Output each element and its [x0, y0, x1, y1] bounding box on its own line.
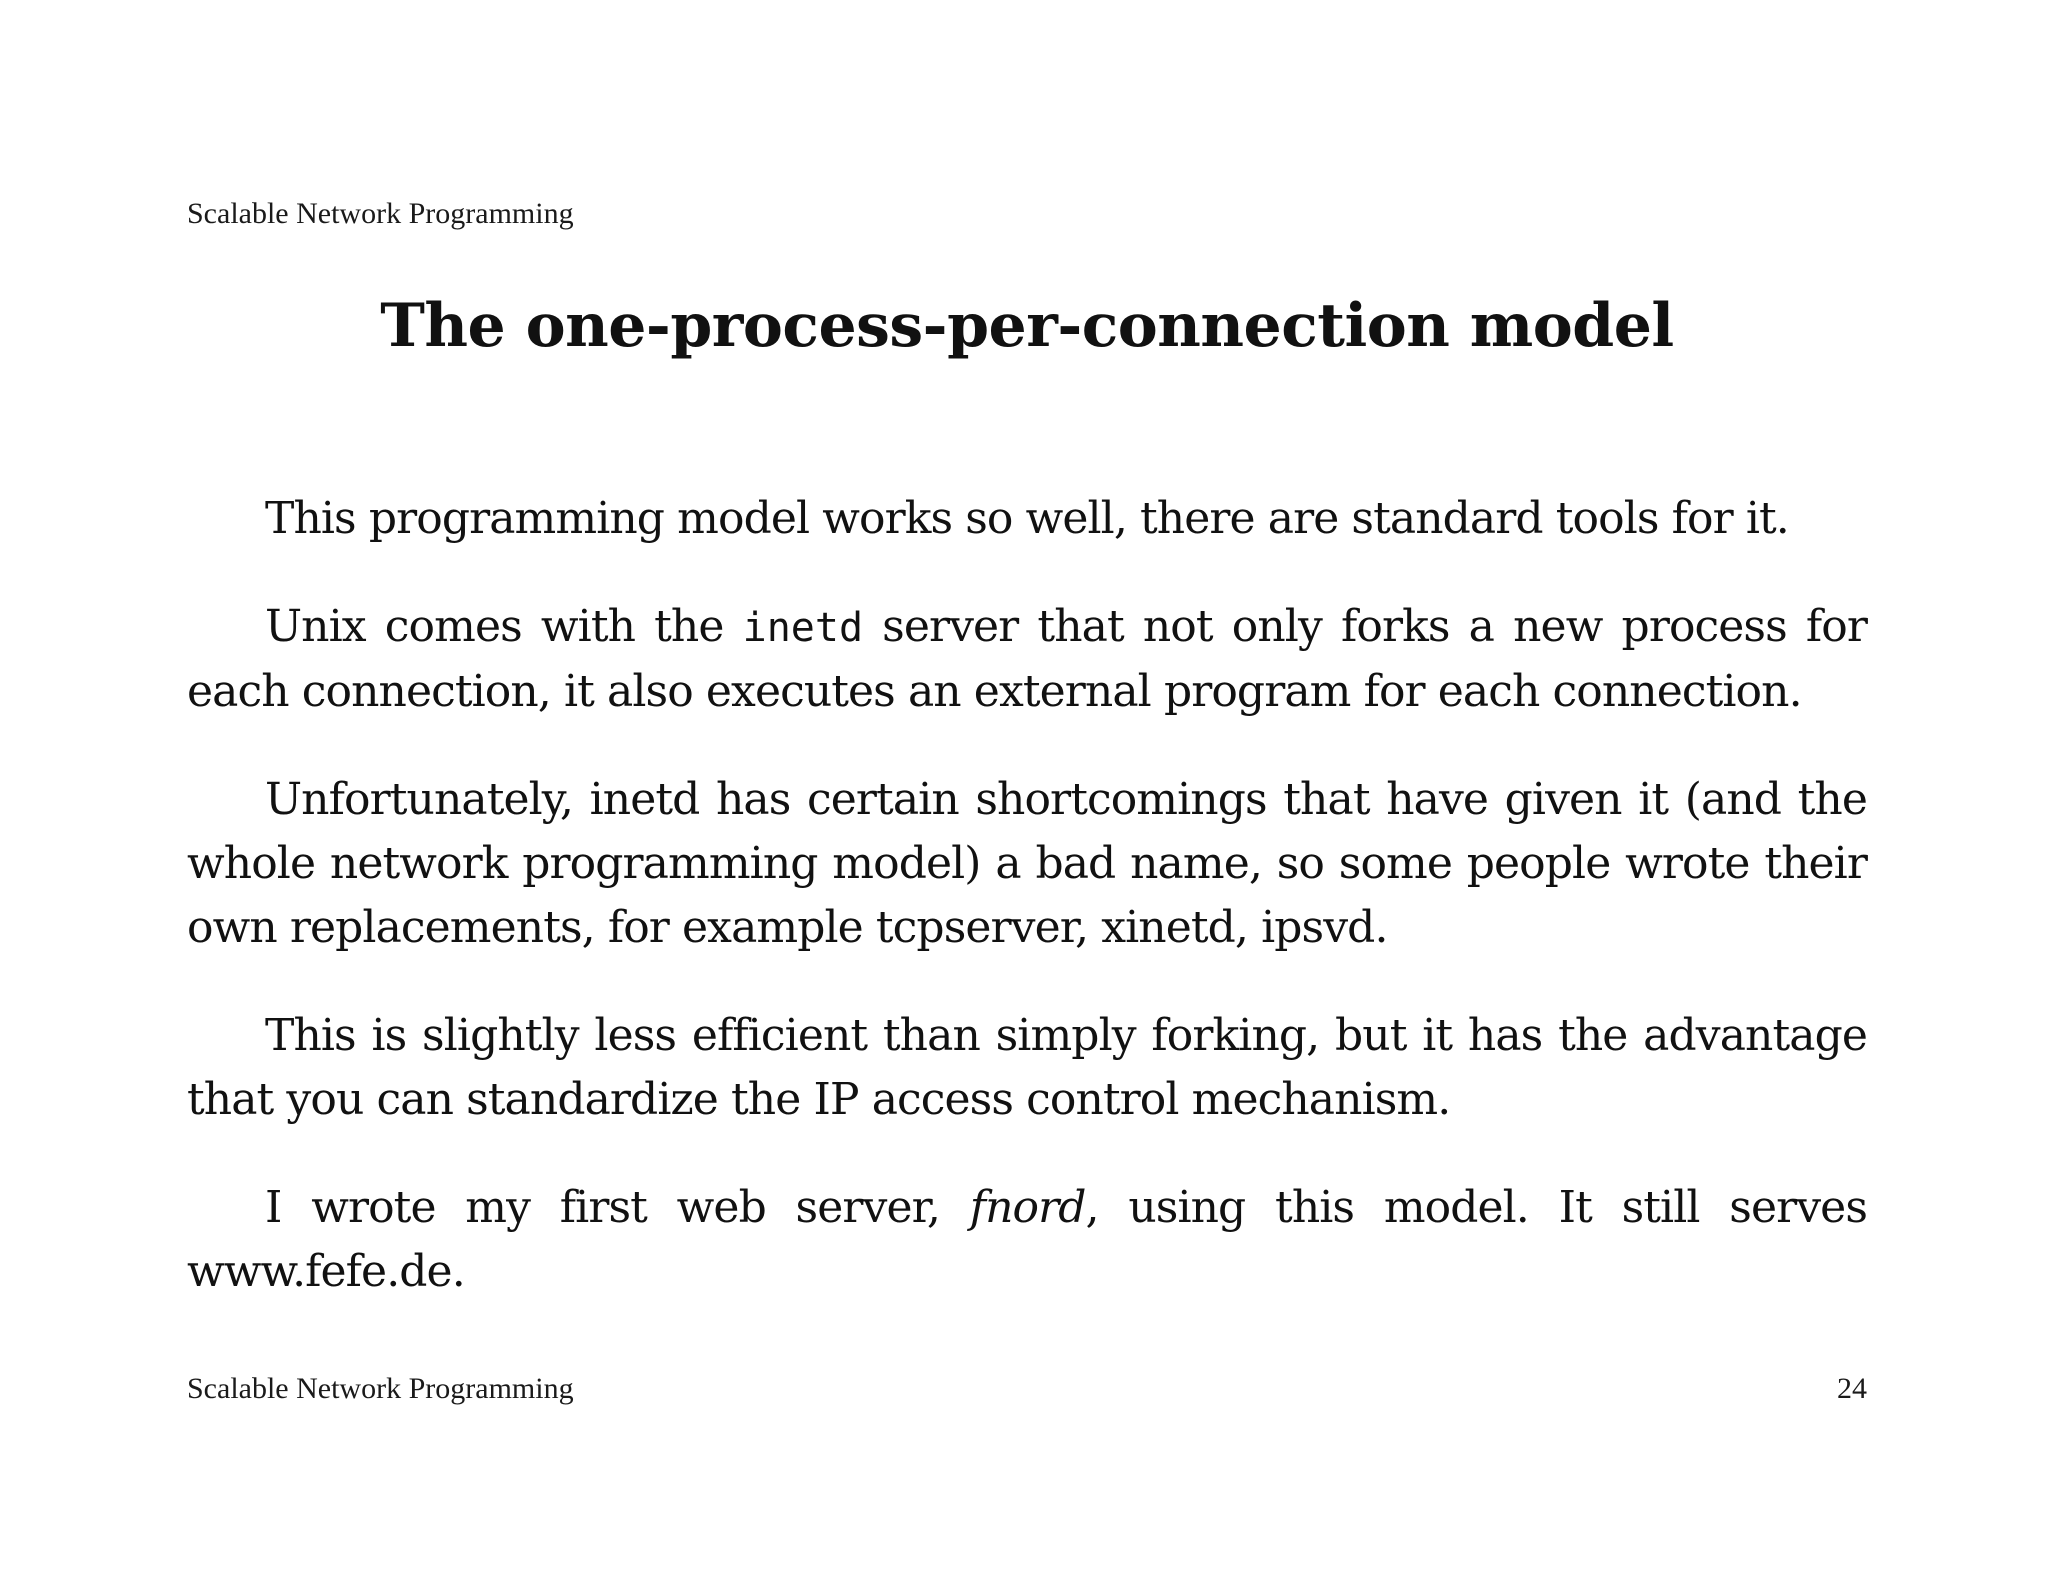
paragraph-text: This is slightly less efficient than simply forking, but it has the advantage that you can standardize the IP access control mechanism. — [187, 1010, 1867, 1125]
paragraph-text-before: I wrote my first web server, — [265, 1182, 970, 1233]
slide-body — [187, 487, 1867, 1348]
running-footer: Scalable Network Programming — [187, 1372, 574, 1405]
paragraph-text-before: Unix comes with the — [265, 601, 743, 652]
paragraph-text: This programming model works so well, there are standard tools for it. — [265, 493, 1789, 544]
page-number: 24 — [1837, 1372, 1867, 1405]
inetd-code: inetd — [742, 605, 864, 651]
paragraph-text-after: , using this model. It still serves www.fefe.de. — [187, 1182, 1867, 1297]
slide-title: The one-process-per-connection model — [380, 291, 1674, 362]
paragraph-inetd — [187, 595, 1867, 724]
paragraph-efficiency — [187, 1004, 1867, 1132]
running-header: Scalable Network Programming — [187, 197, 574, 230]
paragraph-text: Unfortunately, inetd has certain shortcomings that have given it (and the whole network programming model) a bad name, so some people wrote their own replacements, for example tcpserver, xinetd, ipsvd. — [187, 774, 1867, 953]
paragraph-fnord — [187, 1176, 1867, 1304]
paragraph-text-after: server that not only forks a new process for each connection, it also executes an external program for each connection. — [187, 601, 1867, 717]
paragraph-standard-tools — [187, 487, 1867, 551]
paragraph-shortcomings — [187, 768, 1867, 960]
fnord-emphasis: fnord — [969, 1182, 1086, 1233]
